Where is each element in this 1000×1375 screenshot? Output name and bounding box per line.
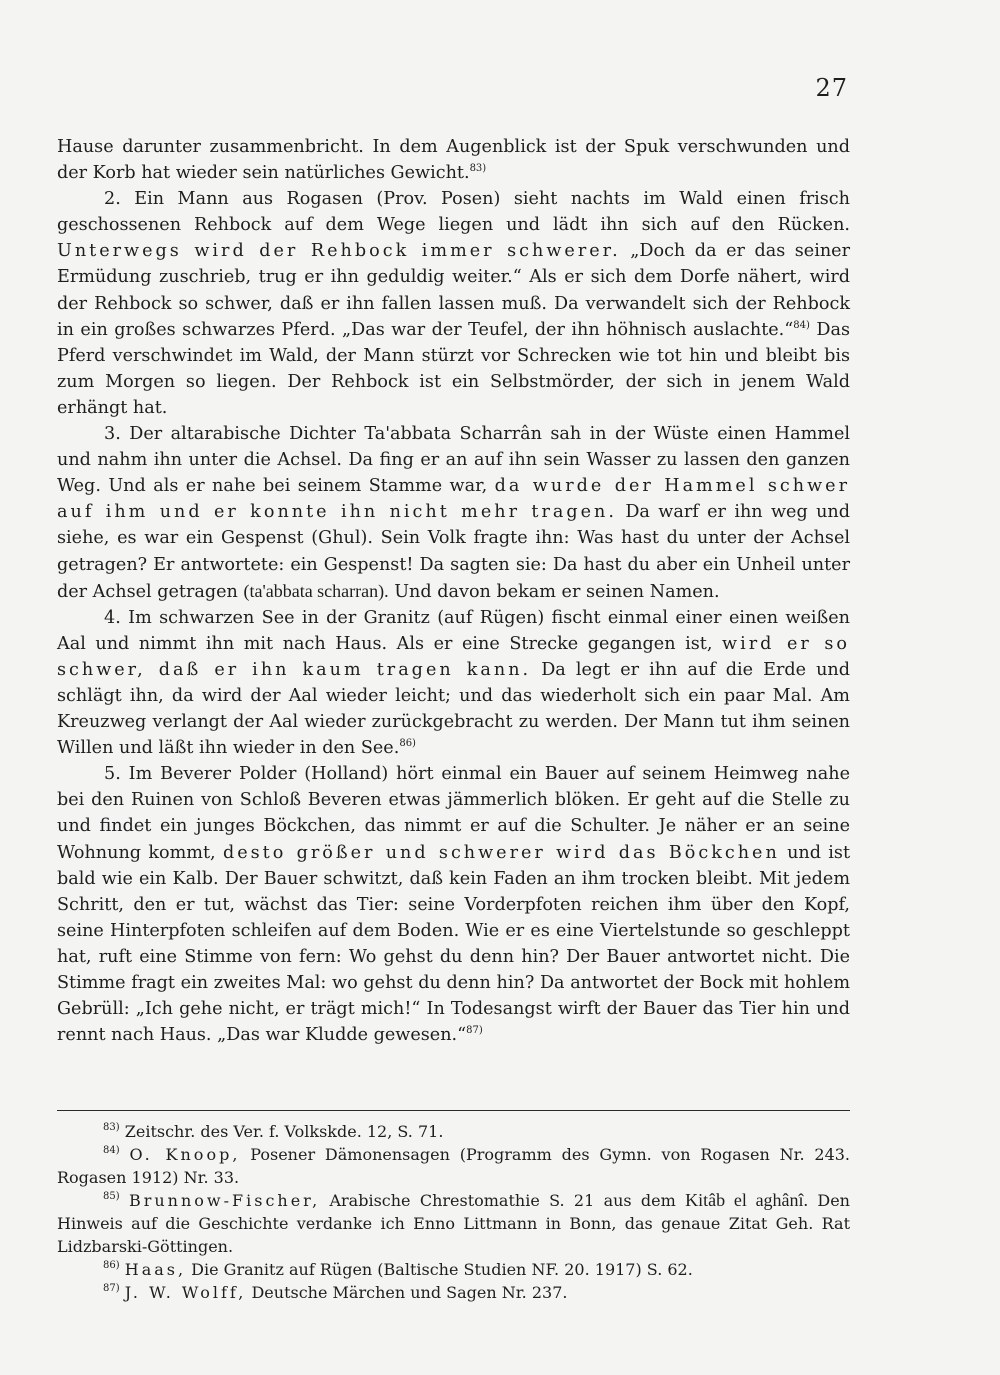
footnotes	[57, 1120, 850, 1304]
paragraph-2-text-b: „Doch da er das seiner Ermüdung zuschrieb, trug er ihn geduldig weiter.“ Als er sich dem Dorfe nähert, wird der Rehbock so schwer, daß er ihn fallen lassen muß. Da verwandelt sich der Rehbock in ein großes schwarzes Pferd. „Das war der Teufel, der ihn höhnisch auslachte.“	[57, 241, 850, 340]
paragraph-5-text-b: und ist bald wie ein Kalb. Der Bauer schwitzt, daß kein Faden an ihm trocken bleibt. Mit jedem Schritt, den er tut, wächst das Tier: seine Vorderpfoten reichen ihm über den Kopf, seine Hinterpfoten schleifen auf dem Boden. Wie er es eine Viertelstunde so geschleppt hat, ruft eine Stimme von fern: Wo gehst du denn hin? Der Bauer antwortet nicht. Die Stimme fragt ein zweites Mal: wo gehst du denn hin? Da antwortet der Bock mit hohlem Gebrüll: „Ich gehe nicht, er trägt mich!“ In Todesangst wirft der Bauer das Tier hin und rennt nach Haus. „Das war Kludde gewesen.“	[57, 842, 851, 1046]
footnote-text: Zeitschr. des Ver. f. Volkskde. 12, S. 71.	[124, 1122, 444, 1141]
paragraph-3-emphasis: da wurde der Hammel schwer auf ihm und er konnte ihn nicht mehr tragen.	[57, 476, 850, 523]
footnote-text: Posener Dämonensagen (Programm des Gymn. von Rogasen Nr. 243. Rogasen 1912) Nr. 33.	[57, 1145, 851, 1187]
paragraph-3-text-c: Und davon bekam er seinen Namen.	[394, 581, 720, 602]
paragraph-2-text-a: 2. Ein Mann aus Rogasen (Prov. Posen) sieht nachts im Wald einen frisch geschossenen Rehbock auf dem Wege liegen und lädt ihn sich auf den Rücken.	[57, 189, 850, 236]
footnote-ref-83: 83)	[469, 163, 487, 175]
paragraph-2-text-c: Das Pferd verschwindet im Wald, der Mann stürzt vor Schrecken wie tot hin und bleibt bis zum Morgen so liegen. Der Rehbock ist ein Selbstmörder, der sich in jenem Wald erhängt hat.	[57, 319, 850, 418]
paragraph-3	[57, 421, 850, 605]
paragraph-5-text-a: 5. Im Beverer Polder (Holland) hört einmal ein Bauer auf seinem Heimweg nahe bei den Ruinen von Schloß Beveren etwas jämmerlich blöken. Er geht auf die Stelle zu und findet ein junges Böckchen, das nimmt er auf die Schulter. Je näher er an seine Wohnung kommt,	[57, 764, 850, 863]
footnote-marker: 83)	[103, 1122, 120, 1133]
footnote-marker: 87)	[103, 1283, 120, 1294]
footnote-author: Brunnow-Fischer,	[128, 1191, 321, 1210]
footnote-85	[57, 1189, 850, 1258]
footnote-86	[57, 1258, 850, 1281]
paragraph-3-latin: (ta'abbata scharran).	[243, 580, 389, 601]
footnote-latin-title: Kitâb el aghânî.	[685, 1190, 809, 1210]
paragraph-4-text-a: 4. Im schwarzen See in der Granitz (auf Rügen) fischt einmal einer einen weißen Aal und nimmt ihn mit nach Haus. Als er eine Strecke gegangen ist,	[57, 607, 850, 654]
footnote-84	[57, 1143, 850, 1189]
paragraph-2	[57, 186, 850, 421]
footnote-text-continued: Den Hinweis auf die Geschichte verdanke ich Enno Littmann in Bonn, das genaue Zitat Geh. Rat Lidzbarski-Göttingen.	[57, 1191, 850, 1256]
footnote-ref-84: 84)	[793, 319, 810, 331]
footnote-author: Haas,	[124, 1260, 187, 1279]
footnote-author: J. W. Wolff,	[124, 1283, 247, 1302]
footnote-ref-87: 87)	[466, 1025, 483, 1037]
paragraph-3-text-b: Da warf er ihn weg und siehe, es war ein Gespenst (Ghul). Sein Volk fragte ihn: Was hast du unter der Achsel getragen? Er antwortete: ein Gespenst! Da sagten sie: Da hast du aber ein Unheil unter der Achsel getragen	[57, 502, 850, 602]
footnote-author: O. Knoop,	[129, 1145, 241, 1164]
paragraph-5	[57, 761, 850, 1048]
footnote-text: Deutsche Märchen und Sagen Nr. 237.	[251, 1283, 568, 1302]
paragraph-2-emphasis: Unterwegs wird der Rehbock immer schwerer.	[57, 241, 621, 262]
footnote-text: Arabische Chrestomathie S. 21 aus dem	[329, 1191, 676, 1210]
footnote-ref-86: 86)	[399, 738, 416, 750]
paragraph-4-text-b: Da legt er ihn auf die Erde und schlägt ihn, da wird der Aal wieder leicht; und das wiederholt sich ein paar Mal. Am Kreuzweg verlangt der Aal wieder zurückgebracht zu werden. Der Mann tut ihm seinen Willen und läßt ihn wieder in den See.	[57, 659, 851, 759]
paragraph-4	[57, 605, 850, 762]
footnote-divider	[57, 1110, 850, 1111]
footnote-text: Die Granitz auf Rügen (Baltische Studien NF. 20. 1917) S. 62.	[191, 1260, 693, 1279]
main-text	[57, 134, 850, 1048]
footnote-marker: 84)	[103, 1145, 120, 1156]
paragraph-3-text-a: 3. Der altarabische Dichter Ta'abbata Scharrân sah in der Wüste einen Hammel und nahm ihn unter die Achsel. Da fing er an auf ihn sein Wasser zu lassen den ganzen Weg. Und als er nahe bei seinem Stamme war,	[57, 424, 850, 497]
footnote-marker: 85)	[103, 1191, 120, 1202]
paragraph-4-emphasis: wird er so schwer, daß er ihn kaum tragen kann.	[57, 633, 850, 680]
paragraph-5-emphasis: desto größer und schwerer wird das Böckchen	[222, 842, 780, 863]
footnote-marker: 86)	[103, 1260, 120, 1271]
paragraph-1	[57, 134, 850, 186]
paragraph-1-text: Hause darunter zusammenbricht. In dem Augenblick ist der Spuk verschwunden und der Korb hat wieder sein natürliches Gewicht.	[57, 137, 850, 184]
footnote-87	[57, 1281, 850, 1304]
footnote-83	[57, 1120, 850, 1143]
page-number: 27	[815, 74, 848, 102]
